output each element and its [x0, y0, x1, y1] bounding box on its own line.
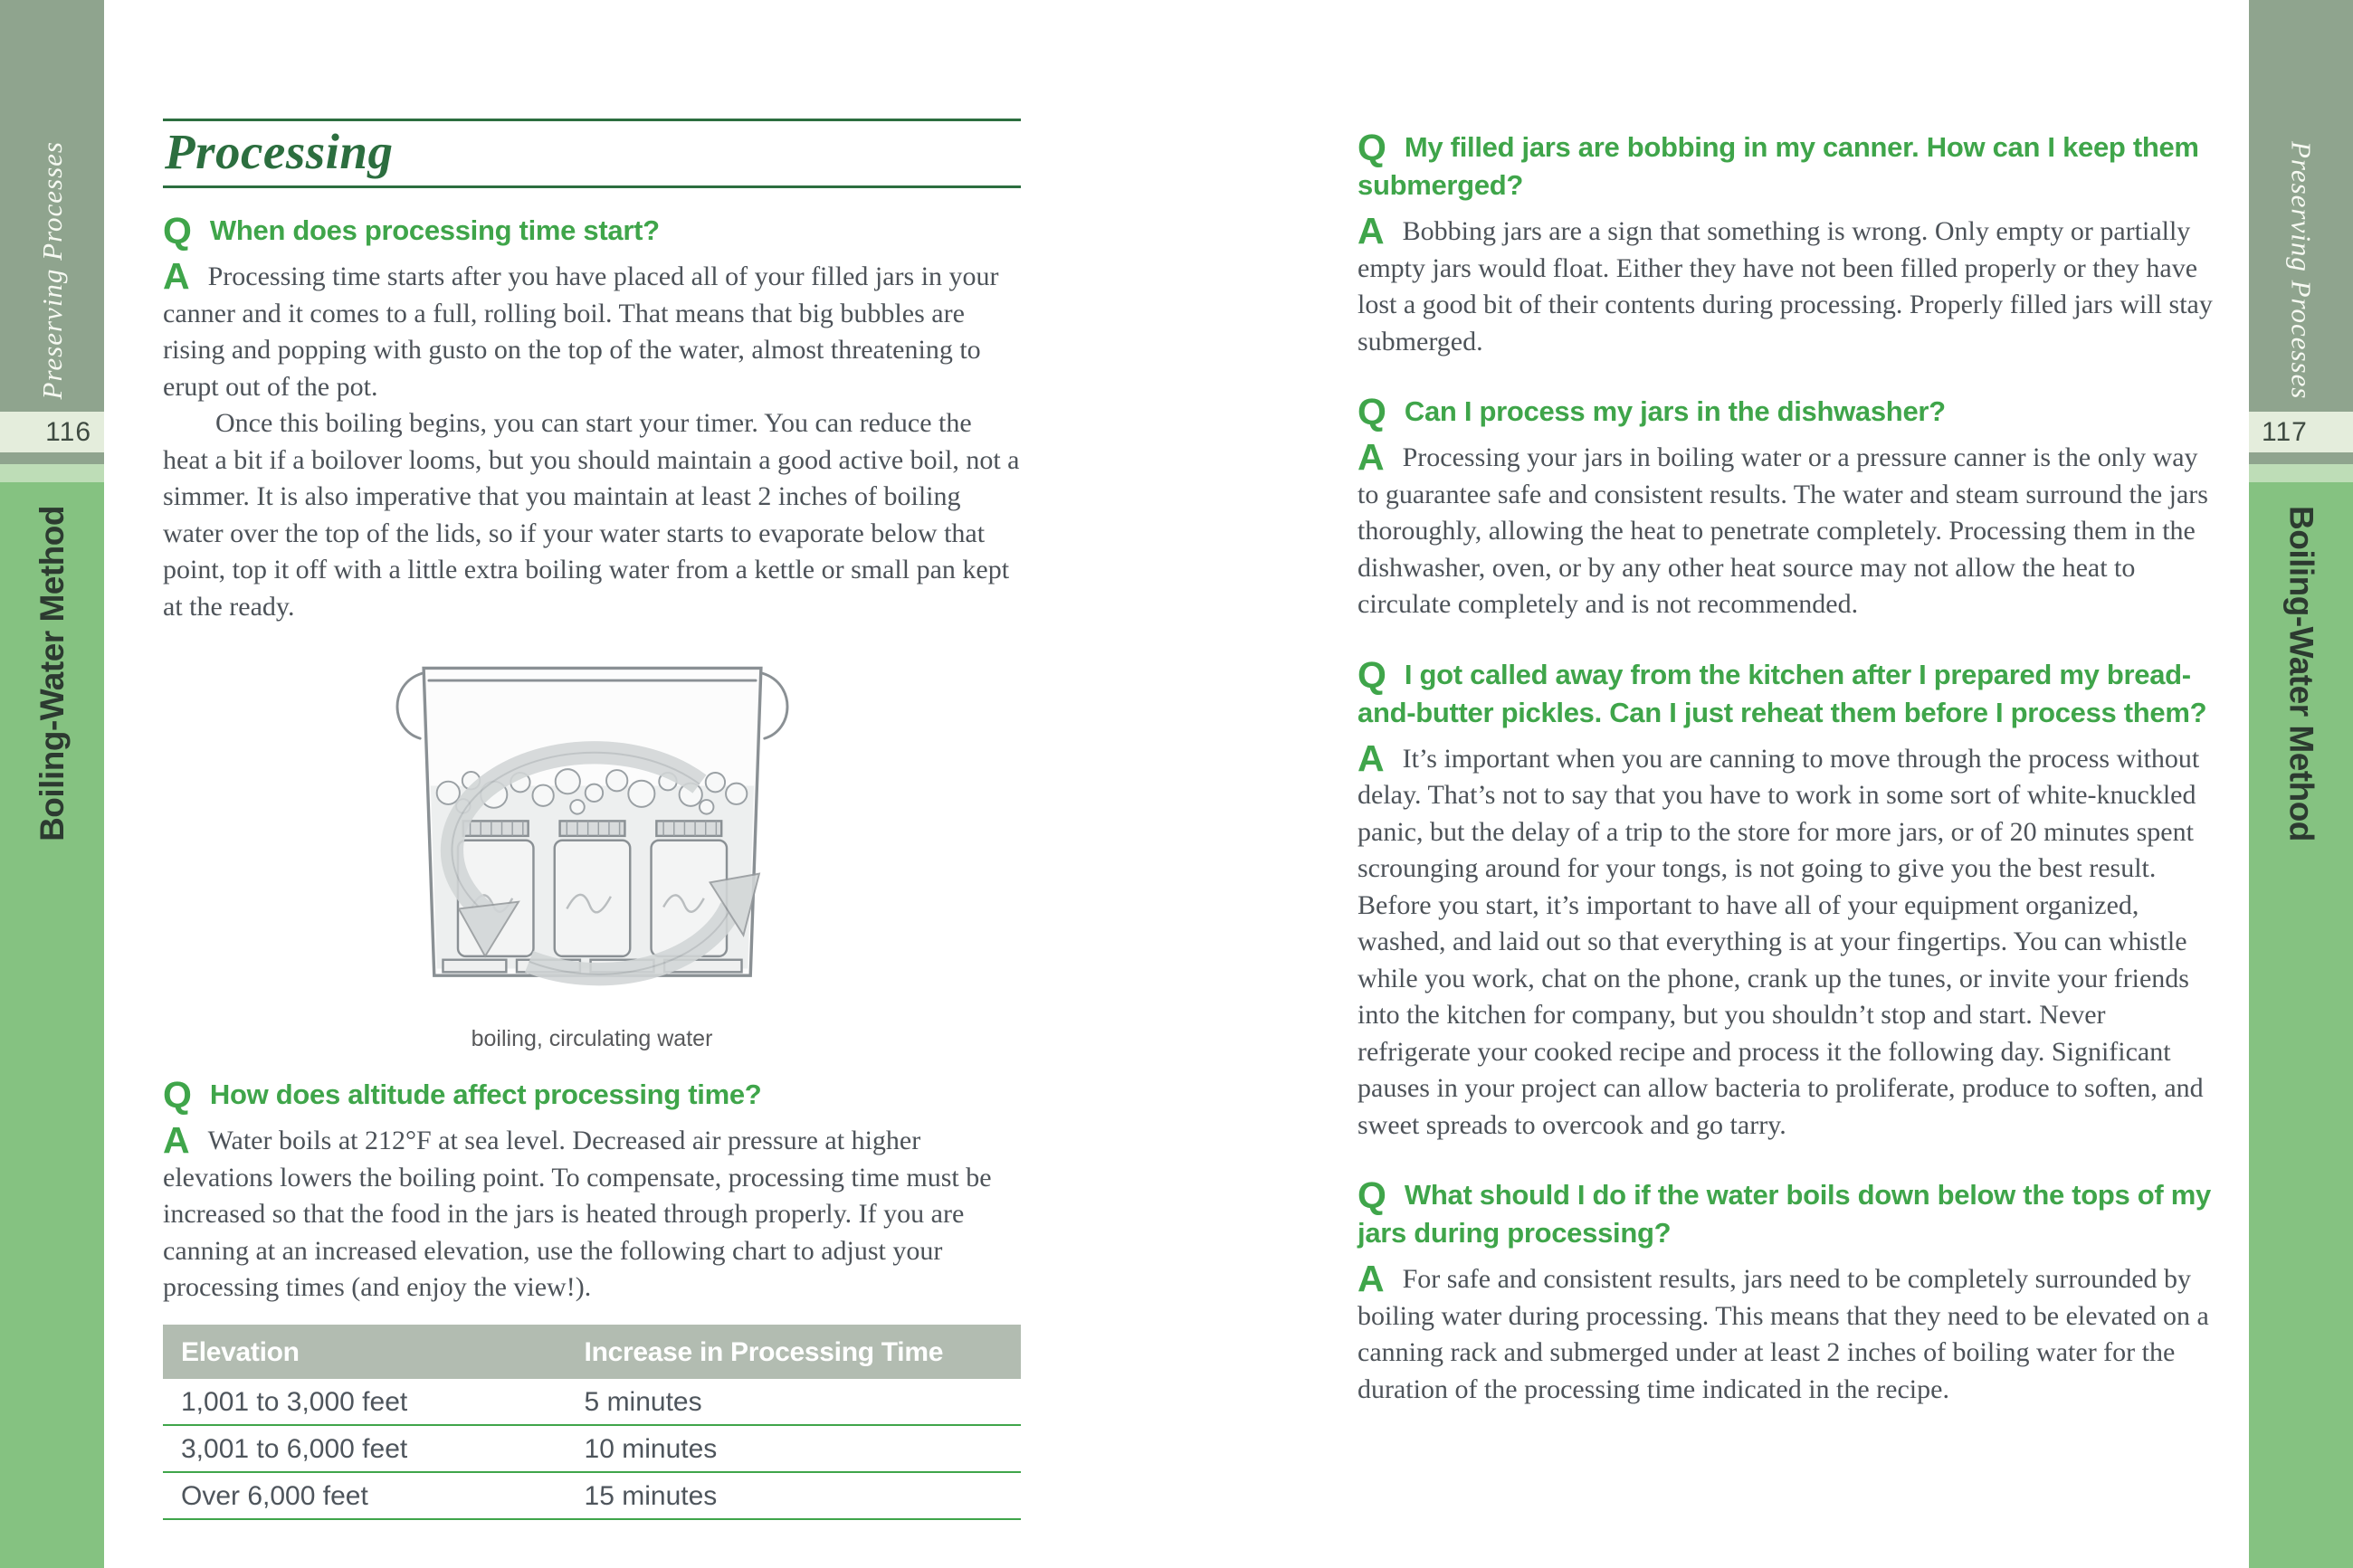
q-marker: Q: [1358, 127, 1386, 168]
left-divider-strip-dark: [0, 452, 104, 464]
canner-sketch: [346, 652, 839, 1012]
right-section-tab-label: Preserving Processes: [2285, 140, 2318, 399]
answer-text: Processing time starts after you have placed all of your filled jars in your canner and it comes to a full, rolling boil. That means that big bubbles are rising and popping with gusto on the top of the water, almost threatening to erupt out of the pot.: [163, 261, 999, 402]
cell-elevation: 3,001 to 6,000 feet: [163, 1425, 567, 1472]
left-page-number: 116: [45, 416, 91, 447]
left-chapter-tab: [0, 482, 104, 1568]
qa-bobbing-jars: [1358, 128, 2219, 360]
right-chapter-tab-label: Boiling-Water Method: [2282, 506, 2320, 841]
column-header-increase: Increase in Processing Time: [567, 1325, 1021, 1379]
illustration-caption: boiling, circulating water: [471, 1026, 713, 1051]
cell-increase: 15 minutes: [567, 1472, 1021, 1519]
question-heading: [1358, 128, 2219, 204]
left-divider-strip-light: [0, 464, 104, 482]
right-chapter-tab: [2249, 482, 2353, 1568]
answer-paragraph: [163, 1119, 1021, 1307]
answer-text: Bobbing jars are a sign that something is wrong. Only empty or partially empty jars would float. Either they have not been filled properly or they have lost a good bit of their contents during processing. Properly filled jars will stay submerged.: [1358, 216, 2213, 356]
a-marker: A: [1358, 1258, 1385, 1299]
qa-called-away: [1358, 653, 2219, 1145]
page-title: Processing: [165, 124, 394, 179]
question-text: Can I process my jars in the dishwasher?: [1404, 395, 1946, 427]
a-marker: A: [1358, 736, 1385, 779]
question-heading: [1358, 1176, 2219, 1252]
question-text: My filled jars are bobbing in my canner. How can I keep them submerged?: [1358, 131, 2199, 201]
right-page-number-band: [2249, 412, 2353, 452]
question-heading: [1358, 393, 2219, 431]
answer-text: It’s important when you are canning to move through the process without delay. That’s not to say that you have to work in some sort of white-knuckled panic, but the delay of a trip to the store for more jars, or of 20 minutes spent scrounging around for your tongs, is not going to give you the best result. Before you start, it’s important to have all of your equipment organized, washed, and laid out so that everything is at your fingertips. You can whistle while you work, chat on the phone, crank up the tunes, or invite your friends into the kitchen for company, but you shouldn’t stop and start. Never refrigerate your cooked recipe and process it the following day. Significant pauses in your project can allow bacteria to proliferate, produce to soften, and sweet spreads to overcook and go tarry.: [1358, 743, 2204, 1140]
q-marker: Q: [1358, 391, 1386, 432]
cell-elevation: Over 6,000 feet: [163, 1472, 567, 1519]
left-page: [163, 0, 1021, 1520]
altitude-table-header-row: [163, 1325, 1021, 1379]
qa-water-boils-down: [1358, 1176, 2219, 1408]
right-sidebar: [2249, 0, 2353, 1568]
left-chapter-tab-label: Boiling-Water Method: [33, 506, 71, 841]
answer-text: Processing your jars in boiling water or a pressure canner is the only way to guarantee safe and consistent results. The water and steam surround the jars thoroughly, allowing the heat to penetrate completely. Processing them in the dishwasher, oven, or by any other heat source may not allow the heat to circulate completely and is not recommended.: [1358, 442, 2208, 619]
right-divider-strip-dark: [2249, 452, 2353, 464]
answer-paragraph: [163, 255, 1021, 405]
left-section-tab-label: Preserving Processes: [35, 140, 68, 399]
cell-increase: 5 minutes: [567, 1379, 1021, 1425]
question-text: I got called away from the kitchen after I prepared my bread-and-butter pickles. Can I just reheat them before I process them?: [1358, 658, 2207, 728]
right-section-tab: [2249, 0, 2353, 412]
a-marker: A: [163, 1119, 190, 1161]
question-text: How does altitude affect processing time?: [209, 1079, 762, 1110]
a-marker: A: [163, 255, 190, 297]
qa-processing-time-start: [163, 212, 1021, 625]
left-sidebar: [0, 0, 104, 1568]
left-page-number-band: [0, 412, 104, 452]
table-row: [163, 1472, 1021, 1519]
right-page: [1358, 0, 2219, 1408]
answer-paragraph: [1358, 436, 2219, 623]
section-title-block: [163, 119, 1021, 188]
question-text: What should I do if the water boils down below the tops of my jars during processing?: [1358, 1179, 2211, 1249]
cell-increase: 10 minutes: [567, 1425, 1021, 1472]
answer-paragraph: [1358, 210, 2219, 360]
answer-text: For safe and consistent results, jars need to be completely surrounded by boiling water during processing. This means that they need to be elevated on a canning rack and submerged under at least 2 inches of boiling water for the duration of the processing time indicated in the recipe.: [1358, 1264, 2209, 1404]
table-row: [163, 1379, 1021, 1425]
question-heading: [163, 212, 1021, 250]
altitude-table: [163, 1325, 1021, 1520]
q-marker: Q: [163, 210, 192, 252]
left-section-tab: [0, 0, 104, 412]
right-page-number: 117: [2262, 416, 2308, 447]
answer-paragraph: Once this boiling begins, you can start your timer. You can reduce the heat a bit if a boilover looms, but you should maintain a good active boil, not a simmer. It is also imperative that you maintain at least 2 inches of boiling water over the top of the lids, so if your water starts to evaporate below that point, top it off with a little extra boiling water from a kettle or small pan kept at the ready.: [163, 408, 1020, 622]
column-header-elevation: Elevation: [163, 1325, 567, 1379]
canner-illustration: [163, 652, 1021, 1052]
question-text: When does processing time start?: [209, 214, 660, 246]
answer-paragraph: [1358, 1258, 2219, 1408]
qa-altitude: [163, 1076, 1021, 1307]
answer-text: Water boils at 212°F at sea level. Decreased air pressure at higher elevations lowers the boiling point. To compensate, processing time must be increased so that the food in the jars is heated through properly. If you are canning at an increased elevation, use the following chart to adjust your processing times (and enjoy the view!).: [163, 1126, 992, 1302]
q-marker: Q: [163, 1074, 192, 1116]
a-marker: A: [1358, 436, 1385, 478]
right-divider-strip-light: [2249, 464, 2353, 482]
a-marker: A: [1358, 210, 1385, 252]
cell-elevation: 1,001 to 3,000 feet: [163, 1379, 567, 1425]
question-heading: [163, 1076, 1021, 1114]
table-row: [163, 1425, 1021, 1472]
question-heading: [1358, 653, 2219, 732]
q-marker: Q: [1358, 653, 1386, 696]
answer-paragraph: [1358, 736, 2219, 1145]
q-marker: Q: [1358, 1174, 1386, 1216]
qa-dishwasher: [1358, 393, 2219, 623]
